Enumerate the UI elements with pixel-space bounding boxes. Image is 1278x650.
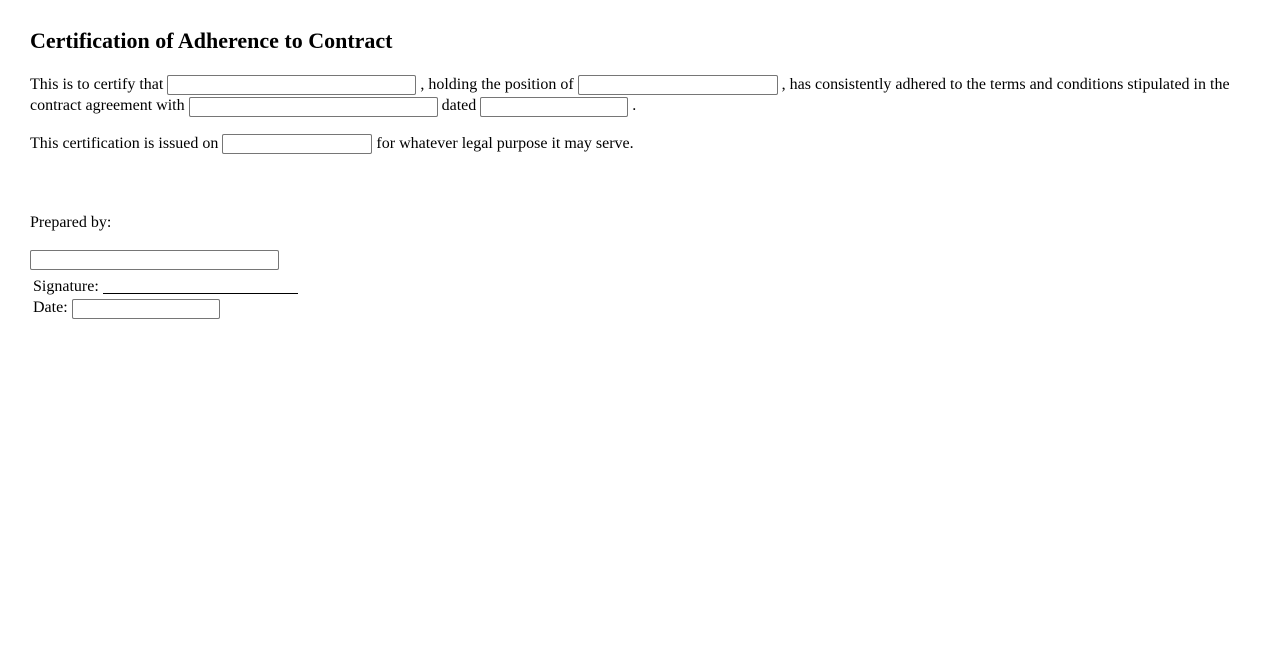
certification-text-end: . <box>628 97 637 115</box>
issuance-text-after-date: for whatever legal purpose it may serve. <box>372 134 634 152</box>
prepared-name-input[interactable] <box>30 250 279 270</box>
date-row <box>33 297 1248 318</box>
certification-text-after-position: , has consistently adhered to the terms and conditions stipulated in the contract agreement with <box>30 76 1230 115</box>
signature-row <box>33 276 1248 297</box>
date-label: Date: <box>33 299 68 317</box>
issuance-paragraph <box>30 133 1248 154</box>
certification-text-before-contract-date: dated <box>437 97 481 115</box>
contract-party-input[interactable] <box>189 97 438 117</box>
signature-label: Signature: <box>33 278 99 296</box>
issue-date-input[interactable] <box>222 134 372 154</box>
certification-text-before-name: This is to certify that <box>30 76 168 93</box>
contract-date-input[interactable] <box>480 97 628 117</box>
position-input[interactable] <box>578 75 778 95</box>
signature-line <box>103 280 298 294</box>
employee-name-input[interactable] <box>167 75 416 95</box>
certification-text-after-name: , holding the position of <box>416 76 578 93</box>
issuance-text-before-date: This certification is issued on <box>30 134 223 152</box>
prepared-name-line <box>30 249 1248 270</box>
prepared-by-label: Prepared by: <box>30 213 112 231</box>
certification-paragraph <box>30 74 1248 117</box>
page-title: Certification of Adherence to Contract <box>30 28 393 53</box>
prepared-date-input[interactable] <box>72 299 220 319</box>
prepared-section <box>30 212 1248 319</box>
